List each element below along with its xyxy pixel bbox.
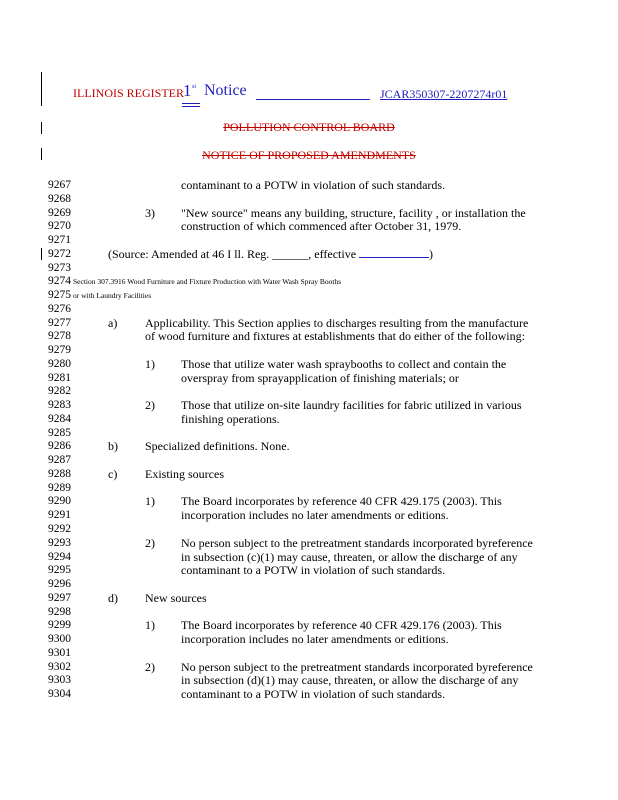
body-text: finishing operations.	[181, 411, 280, 426]
line-number: 9303	[48, 674, 71, 687]
line-number: 9292	[48, 523, 71, 535]
body-text: Those that utilize on-site laundry facilities for fabric utilized in various	[181, 398, 522, 413]
line-number: 9275	[48, 289, 71, 302]
subsection-label: 1)	[145, 494, 155, 509]
section-heading: or with Laundry Facilities	[73, 291, 152, 301]
line-number: 9276	[48, 302, 71, 315]
line-number: 9270	[48, 220, 71, 233]
body-text: The Board incorporates by reference 40 CFR 429.176 (2003). This	[181, 618, 502, 633]
effective-date-blank	[359, 247, 429, 258]
body-text: "New source" means any building, structure, facility , or installation the	[181, 205, 526, 220]
line-number: 9301	[48, 646, 71, 659]
line-number: 9295	[48, 564, 71, 577]
body-text: contaminant to a POTW in violation of such standards.	[181, 563, 446, 578]
line-number: 9299	[48, 619, 71, 632]
line-number: 9286	[48, 440, 71, 453]
line-number: 9279	[48, 344, 71, 357]
line-number: 9284	[48, 412, 71, 425]
line-number: 9268	[48, 192, 71, 205]
notice-label: Notice	[204, 82, 247, 99]
line-number: 9300	[48, 633, 71, 646]
line-number: 9304	[48, 688, 71, 701]
line-number: 9296	[48, 578, 71, 591]
subsection-label: c)	[108, 466, 118, 481]
body-text: contaminant to a POTW in violation of such standards.	[181, 687, 446, 702]
body-text: No person subject to the pretreatment standards incorporated byreference	[181, 659, 533, 674]
line-number: 9280	[48, 357, 71, 370]
line-number: 9282	[48, 385, 71, 398]
line-number: 9298	[48, 605, 71, 618]
jcar-id[interactable]: JCAR350307-2207274r01	[380, 87, 508, 101]
body-text: Those that utilize water wash spraybooths to collect and contain the	[181, 356, 507, 371]
line-number: 9273	[48, 261, 71, 274]
line-number: 9297	[48, 591, 71, 604]
line-number: 9289	[48, 481, 71, 494]
line-number: 9267	[48, 179, 71, 191]
subsection-label: d)	[108, 590, 118, 605]
line-number: 9288	[48, 467, 71, 480]
body-text: of wood furniture and fixtures at establishments that do either of the following:	[145, 329, 525, 344]
page-number-superscript: st	[192, 84, 197, 90]
line-number: 9283	[48, 399, 71, 412]
body-text: New sources	[145, 590, 207, 605]
subsection-label: 2)	[145, 535, 155, 550]
line-number: 9269	[48, 206, 71, 219]
page-number-underline	[182, 106, 200, 107]
page-number-underline	[182, 103, 200, 104]
change-bar	[41, 72, 42, 106]
body-text: incorporation includes no later amendments or editions.	[181, 508, 449, 523]
line-number: 9271	[48, 234, 71, 247]
section-heading: Section 307.3916 Wood Furniture and Fixture Production with Water Wash Spray Booths	[73, 277, 342, 287]
subsection-label: b)	[108, 439, 118, 454]
body-text: overspray from sprayapplication of finishing materials; or	[181, 370, 459, 385]
body-text: in subsection (d)(1) may cause, threaten, or allow the discharge of any	[181, 673, 519, 688]
body-text: in subsection (c)(1) may cause, threaten, or allow the discharge of any	[181, 549, 518, 564]
line-number: 9291	[48, 509, 71, 522]
line-number: 9274	[48, 275, 71, 288]
subsection-label: 2)	[145, 398, 155, 413]
page-number: 1	[183, 81, 192, 100]
body-text: No person subject to the pretreatment standards incorporated byreference	[181, 535, 533, 550]
register-title: ILLINOIS REGISTER	[73, 86, 184, 100]
line-number: 9290	[48, 495, 71, 508]
subsection-label: a)	[108, 315, 118, 330]
body-text: contaminant to a POTW in violation of such standards.	[181, 178, 446, 192]
notice-title: NOTICE OF PROPOSED AMENDMENTS	[202, 148, 416, 162]
body-text: Specialized definitions. None.	[145, 439, 290, 454]
line-number: 9272	[48, 247, 71, 260]
subsection-label: 3)	[145, 205, 155, 220]
line-number: 9278	[48, 330, 71, 343]
body-text: incorporation includes no later amendments or editions.	[181, 632, 449, 647]
body-text: The Board incorporates by reference 40 CFR 429.175 (2003). This	[181, 494, 502, 509]
body-text: Existing sources	[145, 466, 224, 481]
body-text: construction of which commenced after October 31, 1979.	[181, 219, 462, 234]
header-rule	[256, 99, 370, 100]
line-number: 9302	[48, 660, 71, 673]
change-bar	[41, 248, 42, 260]
subsection-label: 1)	[145, 618, 155, 633]
line-number: 9287	[48, 454, 71, 467]
line-number: 9285	[48, 426, 71, 439]
body-text: Applicability. This Section applies to discharges resulting from the manufacture	[145, 315, 529, 330]
line-number: 9277	[48, 316, 71, 329]
subsection-label: 1)	[145, 356, 155, 371]
subsection-label: 2)	[145, 659, 155, 674]
line-number: 9293	[48, 536, 71, 549]
line-number: 9281	[48, 371, 71, 384]
line-number: 9294	[48, 550, 71, 563]
board-name: POLLUTION CONTROL BOARD	[223, 120, 395, 134]
source-note: (Source: Amended at 46 I ll. Reg. ______, effective )	[108, 246, 434, 261]
